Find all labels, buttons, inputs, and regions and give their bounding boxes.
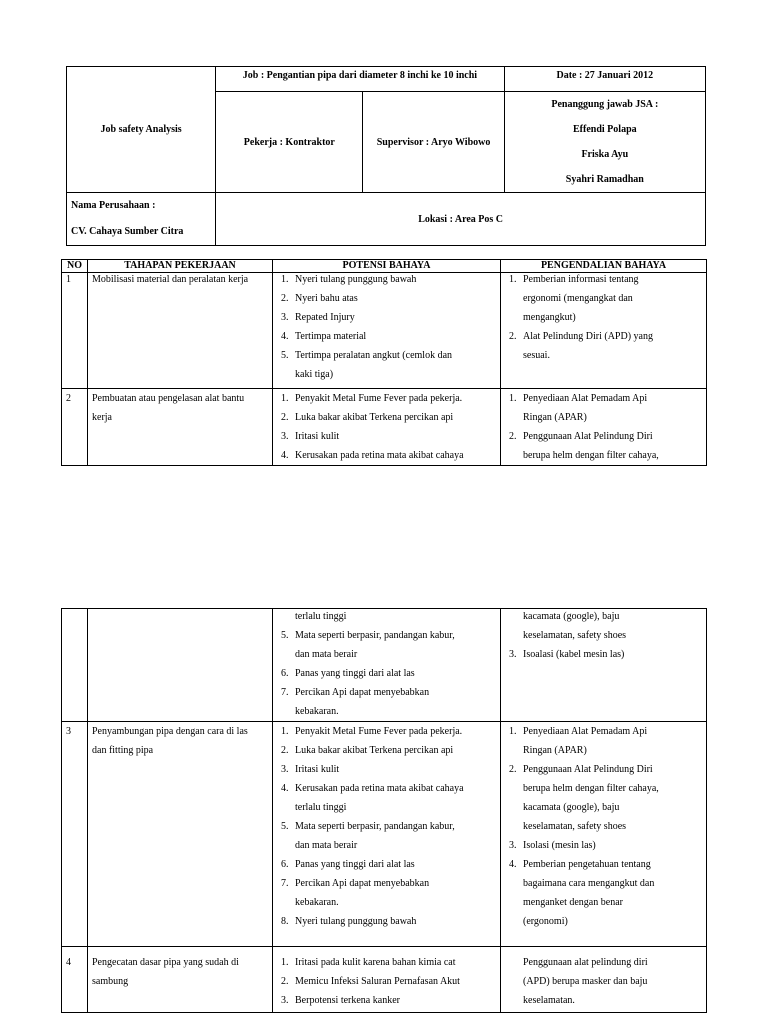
- item-text: Penyakit Metal Fume Fever pada pekerja.: [295, 393, 463, 404]
- list-item: [501, 645, 706, 664]
- tahapan-line: Mobilisasi material dan peralatan kerja: [92, 274, 249, 285]
- item-text: Ringan (APAR): [523, 745, 587, 756]
- jsa-header-table: [66, 66, 706, 246]
- supervisor-cell: [363, 92, 504, 193]
- list-item: [501, 836, 706, 855]
- item-number: 1.: [281, 957, 289, 968]
- item-text: Penyediaan Alat Pemadam Api: [523, 726, 648, 737]
- list-item: [273, 741, 500, 760]
- item-text: Nyeri bahu atas: [295, 293, 358, 304]
- item-text: Nyeri tulang punggung bawah: [295, 916, 417, 927]
- item-text: Penggunaan Alat Pelindung Diri: [523, 764, 653, 775]
- item-text: bagaimana cara mengangkut dan: [523, 878, 655, 889]
- col-header-pengendalian: PENGENDALIAN BAHAYA: [501, 260, 707, 273]
- lokasi: Lokasi : Area Pos C: [418, 213, 504, 225]
- item-text: Ringan (APAR): [523, 412, 587, 423]
- company-label: Nama Perusahaan :: [71, 200, 156, 211]
- tahapan-line: Pembuatan atau pengelasan alat bantu: [92, 393, 245, 404]
- item-text: kaki tiga): [295, 369, 334, 380]
- list-item: [273, 817, 500, 855]
- item-number: 4.: [509, 859, 517, 870]
- item-text: keselamatan, safety shoes: [523, 630, 627, 641]
- item-text: Memicu Infeksi Saluran Pernafasan Akut: [295, 976, 460, 987]
- tahapan-line: dan fitting pipa: [92, 745, 154, 756]
- row-potensi: [273, 273, 501, 389]
- item-number: 6.: [281, 859, 289, 870]
- list-item: [501, 270, 706, 327]
- item-text: Penyakit Metal Fume Fever pada pekerja.: [295, 726, 463, 737]
- table-row: [62, 389, 707, 466]
- row-potensi: [273, 947, 501, 1013]
- item-number: 1.: [281, 274, 289, 285]
- list-item: [273, 912, 500, 931]
- item-text: Luka bakar akibat Terkena percikan api: [295, 745, 454, 756]
- item-text: kebakaran.: [295, 897, 339, 908]
- row-tahapan: [88, 722, 273, 947]
- row-pengendalian: [501, 389, 707, 466]
- item-number: 3.: [281, 995, 289, 1006]
- item-number: 3.: [281, 312, 289, 323]
- row-no: 3: [62, 722, 88, 947]
- list-item: [273, 389, 500, 408]
- item-text: terlalu tinggi: [295, 802, 347, 813]
- item-text: mengangkut): [523, 312, 576, 323]
- item-number: 2.: [281, 976, 289, 987]
- item-number: 4.: [281, 783, 289, 794]
- row-no: 4: [62, 947, 88, 1013]
- job-title: Job : Pengantian pipa dari diameter 8 inchi ke 10 inchi: [242, 70, 478, 81]
- list-item: [273, 327, 500, 346]
- item-text: Tertimpa material: [295, 331, 367, 342]
- table-row: [62, 722, 707, 947]
- tahapan-line: Pengecatan dasar pipa yang sudah di: [92, 957, 239, 968]
- item-text: kacamata (google), baju: [523, 611, 620, 622]
- list-item: [273, 270, 500, 289]
- pekerja-cell: [216, 92, 363, 193]
- table-row: [62, 947, 707, 1013]
- item-text: dan mata berair: [295, 649, 358, 660]
- item-text: terlalu tinggi: [295, 611, 347, 622]
- list-item: [273, 346, 500, 384]
- item-number: 5.: [281, 821, 289, 832]
- col-header-no: NO: [62, 260, 88, 273]
- supervisor: Supervisor : Aryo Wibowo: [376, 136, 491, 148]
- item-text: (APD) berupa masker dan baju: [523, 976, 648, 987]
- item-number: 4.: [281, 450, 289, 461]
- row-pengendalian: [501, 722, 707, 947]
- item-text: Mata seperti berpasir, pandangan kabur,: [295, 630, 455, 641]
- pekerja: Pekerja : Kontraktor: [243, 136, 335, 148]
- list-item: [501, 327, 706, 365]
- row-tahapan: [88, 947, 273, 1013]
- job-cell: [216, 67, 504, 92]
- item-number: 4.: [281, 331, 289, 342]
- list-item: [501, 722, 706, 760]
- item-text: Repated Injury: [295, 312, 355, 323]
- tahapan-line: Penyambungan pipa dengan cara di las: [92, 726, 248, 737]
- item-text: kacamata (google), baju: [523, 802, 620, 813]
- jsa-continuation-table: [61, 608, 707, 1013]
- row-tahapan: [88, 389, 273, 466]
- pj-name: Friska Ayu: [581, 149, 629, 160]
- item-number: 7.: [281, 687, 289, 698]
- company-name: CV. Cahaya Sumber Citra: [71, 226, 184, 237]
- item-number: 3.: [509, 649, 517, 660]
- item-text: Pemberian pengetahuan tentang: [523, 859, 651, 870]
- date-cell: [504, 67, 705, 92]
- item-text: Iritasi pada kulit karena bahan kimia cat: [295, 957, 456, 968]
- row-pengendalian: [501, 947, 707, 1013]
- company-cell: [67, 193, 216, 246]
- item-text: Percikan Api dapat menyebabkan: [295, 687, 430, 698]
- item-text: Panas yang tinggi dari alat las: [295, 859, 415, 870]
- list-item: [501, 953, 706, 1010]
- item-number: 2.: [281, 412, 289, 423]
- list-item: [273, 427, 500, 446]
- item-text: Pemberian informasi tentang: [523, 274, 639, 285]
- item-text: Nyeri tulang punggung bawah: [295, 274, 417, 285]
- item-number: 1.: [509, 393, 517, 404]
- item-text: Tertimpa peralatan angkut (cemlok dan: [295, 350, 453, 361]
- item-text: sesuai.: [523, 350, 550, 361]
- item-number: 3.: [509, 840, 517, 851]
- list-item: [273, 289, 500, 308]
- row-tahapan: [88, 609, 273, 722]
- pj-name: Syahri Ramadhan: [565, 174, 644, 185]
- row-tahapan: [88, 273, 273, 389]
- row-pengendalian: [501, 273, 707, 389]
- item-number: 8.: [281, 916, 289, 927]
- list-item: [501, 427, 706, 465]
- row-no: 2: [62, 389, 88, 466]
- item-number: 2.: [509, 764, 517, 775]
- item-text: Penggunaan Alat Pelindung Diri: [523, 431, 653, 442]
- item-text: keselamatan.: [523, 995, 575, 1006]
- item-text: Iritasi kulit: [295, 431, 340, 442]
- item-text: Isolasi (mesin las): [523, 840, 596, 851]
- list-item: [273, 408, 500, 427]
- item-text: Iritasi kulit: [295, 764, 340, 775]
- col-header-potensi: POTENSI BAHAYA: [273, 260, 501, 273]
- job-date: Date : 27 Januari 2012: [556, 70, 654, 81]
- pj-name: Effendi Polapa: [573, 124, 637, 135]
- list-item: [273, 991, 500, 1010]
- item-number: 3.: [281, 431, 289, 442]
- item-text: Penyediaan Alat Pemadam Api: [523, 393, 648, 404]
- item-text: berupa helm dengan filter cahaya,: [523, 450, 659, 461]
- jsa-title: Job safety Analysis: [100, 124, 182, 135]
- list-item: [273, 308, 500, 327]
- list-item: [501, 389, 706, 427]
- row-no: [62, 609, 88, 722]
- col-header-tahapan: TAHAPAN PEKERJAAN: [88, 260, 273, 273]
- jsa-main-table: [61, 259, 707, 466]
- item-number: 3.: [281, 764, 289, 775]
- item-text: Alat Pelindung Diri (APD) yang: [523, 331, 653, 342]
- item-text: Penggunaan alat pelindung diri: [523, 957, 648, 968]
- item-number: 5.: [281, 630, 289, 641]
- list-item: [501, 760, 706, 836]
- table-row: [62, 609, 707, 722]
- item-number: 2.: [509, 431, 517, 442]
- row-potensi: [273, 722, 501, 947]
- lokasi-cell: [216, 193, 706, 246]
- pj-cell: [504, 92, 705, 193]
- item-text: Panas yang tinggi dari alat las: [295, 668, 415, 679]
- tahapan-line: sambung: [92, 976, 129, 987]
- item-text: menganket dengan benar: [523, 897, 623, 908]
- item-text: Berpotensi terkena kanker: [295, 995, 400, 1006]
- item-number: 2.: [509, 331, 517, 342]
- list-item: [273, 683, 500, 721]
- row-pengendalian: [501, 609, 707, 722]
- item-text: (ergonomi): [523, 916, 568, 927]
- list-item: [273, 953, 500, 972]
- list-item: [501, 855, 706, 931]
- item-number: 5.: [281, 350, 289, 361]
- list-item: [273, 779, 500, 817]
- row-no: 1: [62, 273, 88, 389]
- item-text: Kerusakan pada retina mata akibat cahaya: [295, 450, 464, 461]
- item-number: 2.: [281, 745, 289, 756]
- item-number: 6.: [281, 668, 289, 679]
- list-item: [273, 626, 500, 664]
- item-number: 2.: [281, 293, 289, 304]
- item-text: Percikan Api dapat menyebabkan: [295, 878, 430, 889]
- item-text: berupa helm dengan filter cahaya,: [523, 783, 659, 794]
- list-item: [273, 607, 500, 626]
- item-text: dan mata berair: [295, 840, 358, 851]
- item-text: Mata seperti berpasir, pandangan kabur,: [295, 821, 455, 832]
- table-row: [62, 273, 707, 389]
- list-item: [273, 722, 500, 741]
- list-item: [273, 874, 500, 912]
- row-potensi: [273, 389, 501, 466]
- tahapan-line: kerja: [92, 412, 112, 423]
- item-text: Isoalasi (kabel mesin las): [523, 649, 625, 660]
- item-number: 1.: [281, 393, 289, 404]
- item-number: 1.: [281, 726, 289, 737]
- item-text: ergonomi (mengangkat dan: [523, 293, 633, 304]
- item-number: 7.: [281, 878, 289, 889]
- item-number: 1.: [509, 274, 517, 285]
- list-item: [273, 664, 500, 683]
- list-item: [501, 607, 706, 645]
- list-item: [273, 972, 500, 991]
- list-item: [273, 446, 500, 465]
- list-item: [273, 760, 500, 779]
- item-text: Luka bakar akibat Terkena percikan api: [295, 412, 454, 423]
- pj-label: Penanggung jawab JSA :: [551, 99, 659, 110]
- item-text: Kerusakan pada retina mata akibat cahaya: [295, 783, 464, 794]
- list-item: [273, 855, 500, 874]
- row-potensi: [273, 609, 501, 722]
- item-text: kebakaran.: [295, 706, 339, 717]
- item-text: keselamatan, safety shoes: [523, 821, 627, 832]
- item-number: 1.: [509, 726, 517, 737]
- jsa-title-cell: [67, 67, 216, 193]
